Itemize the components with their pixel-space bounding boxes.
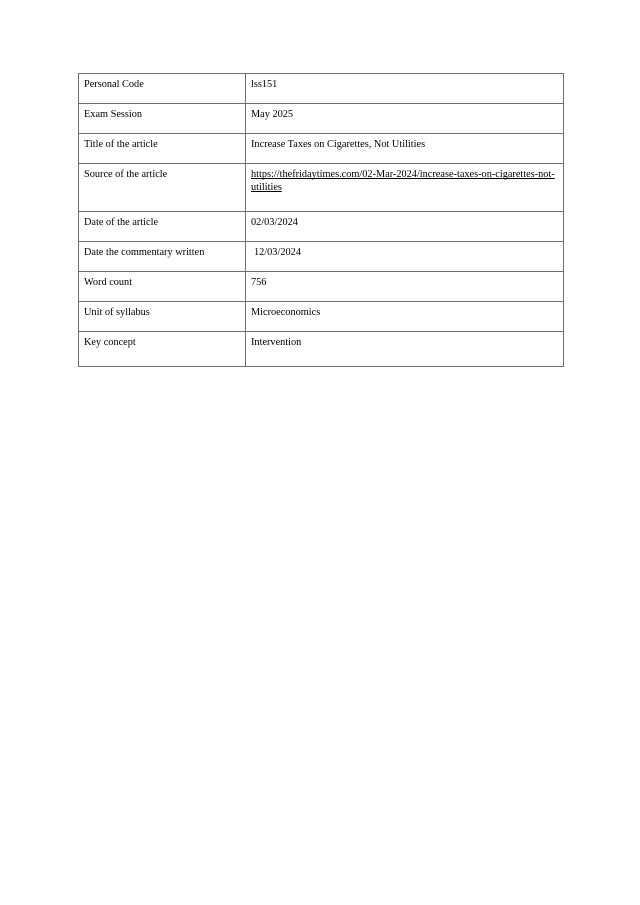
cover-sheet-body (79, 74, 564, 367)
field-label: Unit of syllabus (84, 307, 150, 318)
table-row (79, 332, 564, 367)
row-label-cell-syllabus-unit (79, 302, 246, 332)
row-value-cell-syllabus-unit (246, 302, 564, 332)
field-label: Title of the article (84, 139, 158, 150)
field-value: Microeconomics (251, 307, 321, 318)
field-value: 02/03/2024 (251, 217, 298, 228)
table-row (79, 104, 564, 134)
field-value: Intervention (251, 337, 302, 348)
row-value-cell-article-title (246, 134, 564, 164)
field-value: 12/03/2024 (254, 247, 301, 258)
table-row (79, 164, 564, 212)
field-value: lss151 (251, 79, 278, 90)
row-value-cell-personal-code (246, 74, 564, 104)
field-label: Date the commentary written (84, 247, 205, 258)
field-label: Word count (84, 277, 133, 288)
row-label-cell-personal-code (79, 74, 246, 104)
table-row (79, 302, 564, 332)
row-value-cell-word-count (246, 272, 564, 302)
row-value-cell-exam-session (246, 104, 564, 134)
field-value: 756 (251, 277, 267, 288)
table-row (79, 212, 564, 242)
commentary-cover-sheet-table (78, 73, 564, 367)
table-row (79, 134, 564, 164)
row-value-cell-commentary-date (246, 242, 564, 272)
table-row (79, 74, 564, 104)
row-label-cell-commentary-date (79, 242, 246, 272)
field-label: Date of the article (84, 217, 159, 228)
table-row (79, 272, 564, 302)
row-label-cell-word-count (79, 272, 246, 302)
row-value-cell-key-concept (246, 332, 564, 367)
field-value: May 2025 (251, 109, 294, 120)
article-source-link[interactable]: https://thefridaytimes.com/02-Mar-2024/increase-taxes-on-cigarettes-not-utilities (251, 169, 555, 194)
field-label: Personal Code (84, 79, 144, 90)
row-label-cell-key-concept (79, 332, 246, 367)
field-label: Key concept (84, 337, 136, 348)
field-value: Increase Taxes on Cigarettes, Not Utilities (251, 139, 426, 150)
field-label: Exam Session (84, 109, 143, 120)
row-value-cell-article-date (246, 212, 564, 242)
row-label-cell-exam-session (79, 104, 246, 134)
table-row (79, 242, 564, 272)
row-label-cell-article-title (79, 134, 246, 164)
row-label-cell-article-date (79, 212, 246, 242)
field-label: Source of the article (84, 169, 168, 180)
row-label-cell-article-source (79, 164, 246, 212)
row-value-cell-article-source (246, 164, 564, 212)
